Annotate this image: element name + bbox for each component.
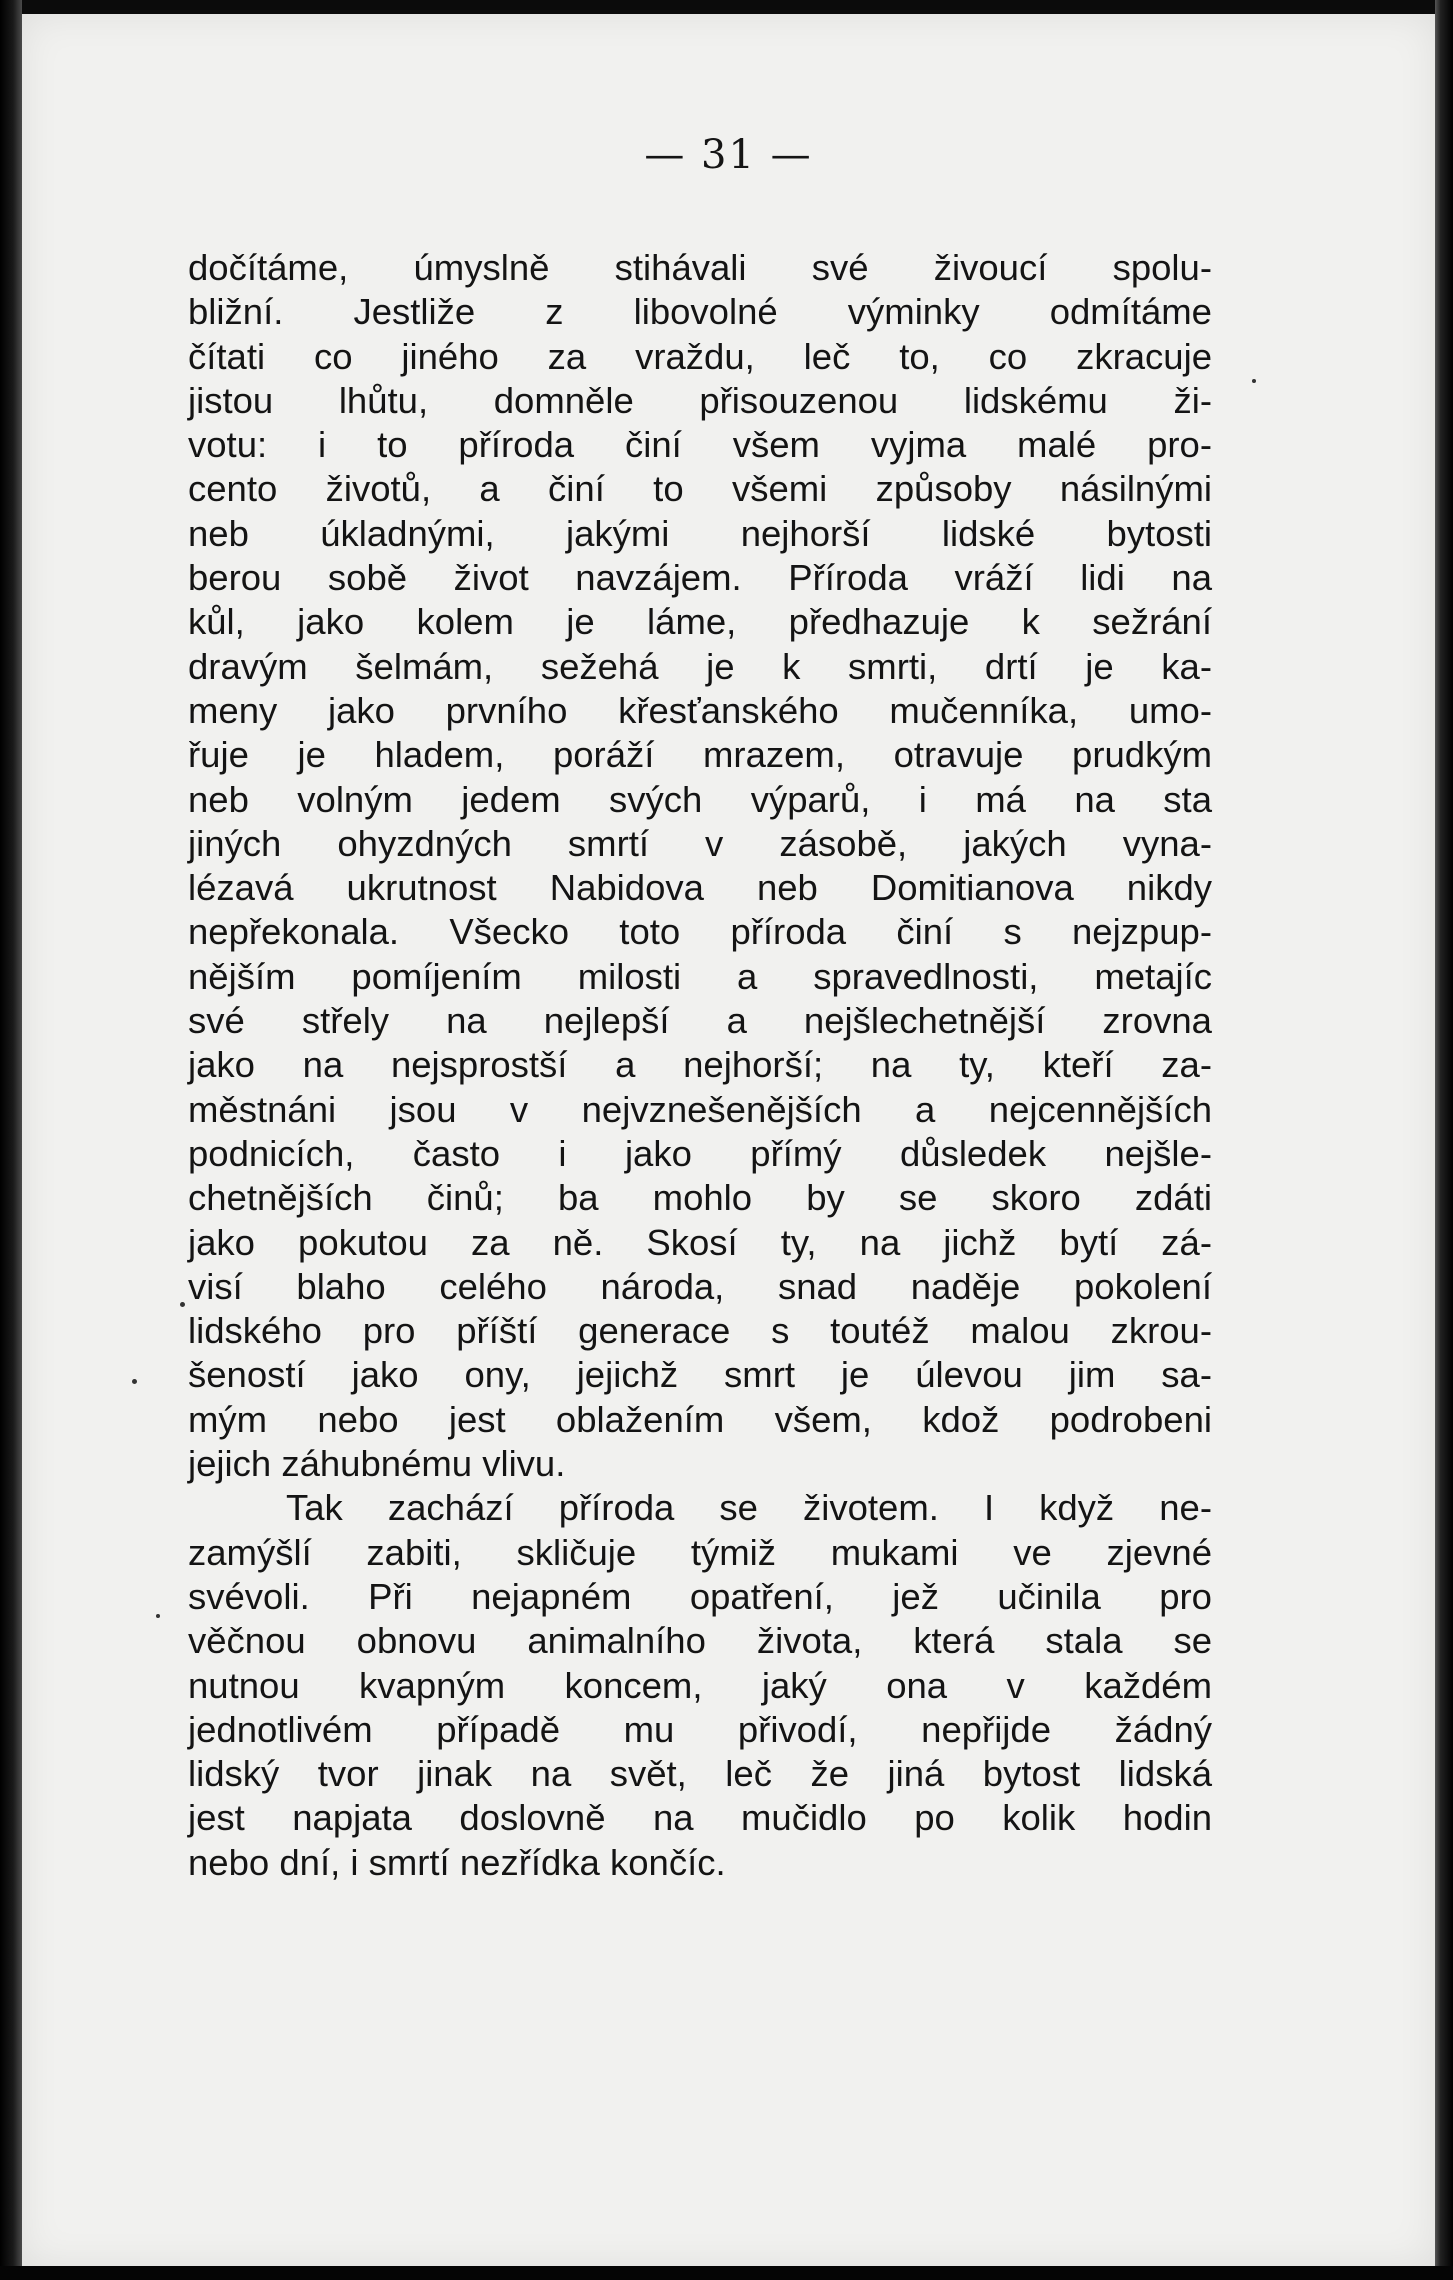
text-line: lidský tvor jinak na svět, leč že jiná bytost lidská: [188, 1753, 1212, 1795]
scan-edge-bottom: [0, 2266, 1453, 2280]
text-line: nebo dní, i smrtí nezřídka končíc.: [188, 1841, 726, 1883]
text-line: dočítáme, úmyslně stihávali své živoucí spolu-: [188, 247, 1212, 288]
text-line: Tak zachází příroda se životem. I když ne-: [286, 1487, 1212, 1529]
paragraph-2: [188, 1486, 1212, 1885]
text-line: jest napjata doslovně na mučidlo po kolik hodin: [188, 1797, 1212, 1839]
text-line: bližní. Jestliže z libovolné výminky odmítáme: [188, 291, 1212, 333]
text-line: jiných ohyzdných smrtí v zásobě, jakých vyna-: [188, 822, 1212, 864]
body-text: [188, 246, 1212, 1885]
text-line: svévoli. Při nejapném opatření, jež učinila pro: [188, 1575, 1212, 1617]
text-line: své střely na nejlepší a nejšlechetnější zrovna: [188, 1000, 1212, 1042]
text-line: kůl, jako kolem je láme, předhazuje k sežrání: [188, 601, 1212, 643]
text-line: jejich záhubnému vlivu.: [188, 1443, 566, 1485]
text-line: městnáni jsou v nejvznešenějších a nejcennějších: [188, 1088, 1212, 1130]
text-line: jako pokutou za ně. Skosí ty, na jichž bytí zá-: [188, 1221, 1212, 1263]
text-line: šeností jako ony, jejichž smrt je úlevou jim sa-: [188, 1354, 1212, 1396]
text-line: zamýšlí zabiti, skličuje týmiž mukami ve zjevné: [188, 1531, 1212, 1573]
text-line: čítati co jiného za vraždu, leč to, co zkracuje: [188, 335, 1212, 377]
text-line: neb volným jedem svých výparů, i má na sta: [188, 778, 1212, 820]
text-line: berou sobě život navzájem. Příroda vráží lidi na: [188, 557, 1212, 599]
text-line: nutnou kvapným koncem, jaký ona v každém: [188, 1664, 1212, 1706]
paragraph-1: [188, 246, 1212, 1486]
text-line: visí blaho celého národa, snad naděje pokolení: [188, 1265, 1212, 1307]
text-line: věčnou obnovu animalního života, která stala se: [188, 1620, 1212, 1662]
text-line: votu: i to příroda činí všem vyjma malé pro-: [188, 424, 1212, 466]
scan-speck: [132, 1379, 137, 1384]
text-line: lézavá ukrutnost Nabidova neb Domitianova nikdy: [188, 867, 1212, 909]
text-line: dravým šelmám, sežehá je k smrti, drtí je ka-: [188, 645, 1212, 687]
scan-speck: [180, 1302, 185, 1307]
text-line: neb úkladnými, jakými nejhorší lidské bytosti: [188, 512, 1212, 554]
text-line: chetnějších činů; ba mohlo by se skoro zdáti: [188, 1177, 1212, 1219]
text-line: nepřekonala. Všecko toto příroda činí s nejzpup-: [188, 911, 1212, 953]
text-line: řuje je hladem, poráží mrazem, otravuje prudkým: [188, 734, 1212, 776]
scan-edge-left: [0, 0, 22, 2280]
scan-speck: [1252, 379, 1256, 383]
text-line: cento životů, a činí to všemi způsoby násilnými: [188, 468, 1212, 510]
text-line: podnicích, často i jako přímý důsledek nejšle-: [188, 1132, 1212, 1174]
text-line: mým nebo jest oblažením všem, kdož podrobeni: [188, 1398, 1212, 1440]
book-page: [22, 14, 1435, 2266]
text-line: nějším pomíjením milosti a spravedlnosti, metajíc: [188, 955, 1212, 997]
page-number: — 31 —: [644, 132, 813, 178]
text-line: meny jako prvního křesťanského mučenníka, umo-: [188, 689, 1212, 731]
text-line: lidského pro příští generace s toutéž malou zkrou-: [188, 1310, 1212, 1352]
text-line: jako na nejsprostší a nejhorší; na ty, kteří za-: [188, 1044, 1212, 1086]
text-line: jistou lhůtu, domněle přisouzenou lidskému ži-: [188, 379, 1212, 421]
text-line: jednotlivém případě mu přivodí, nepřijde žádný: [188, 1708, 1212, 1750]
scan-speck: [156, 1614, 160, 1618]
scan-edge-right: [1435, 0, 1453, 2280]
